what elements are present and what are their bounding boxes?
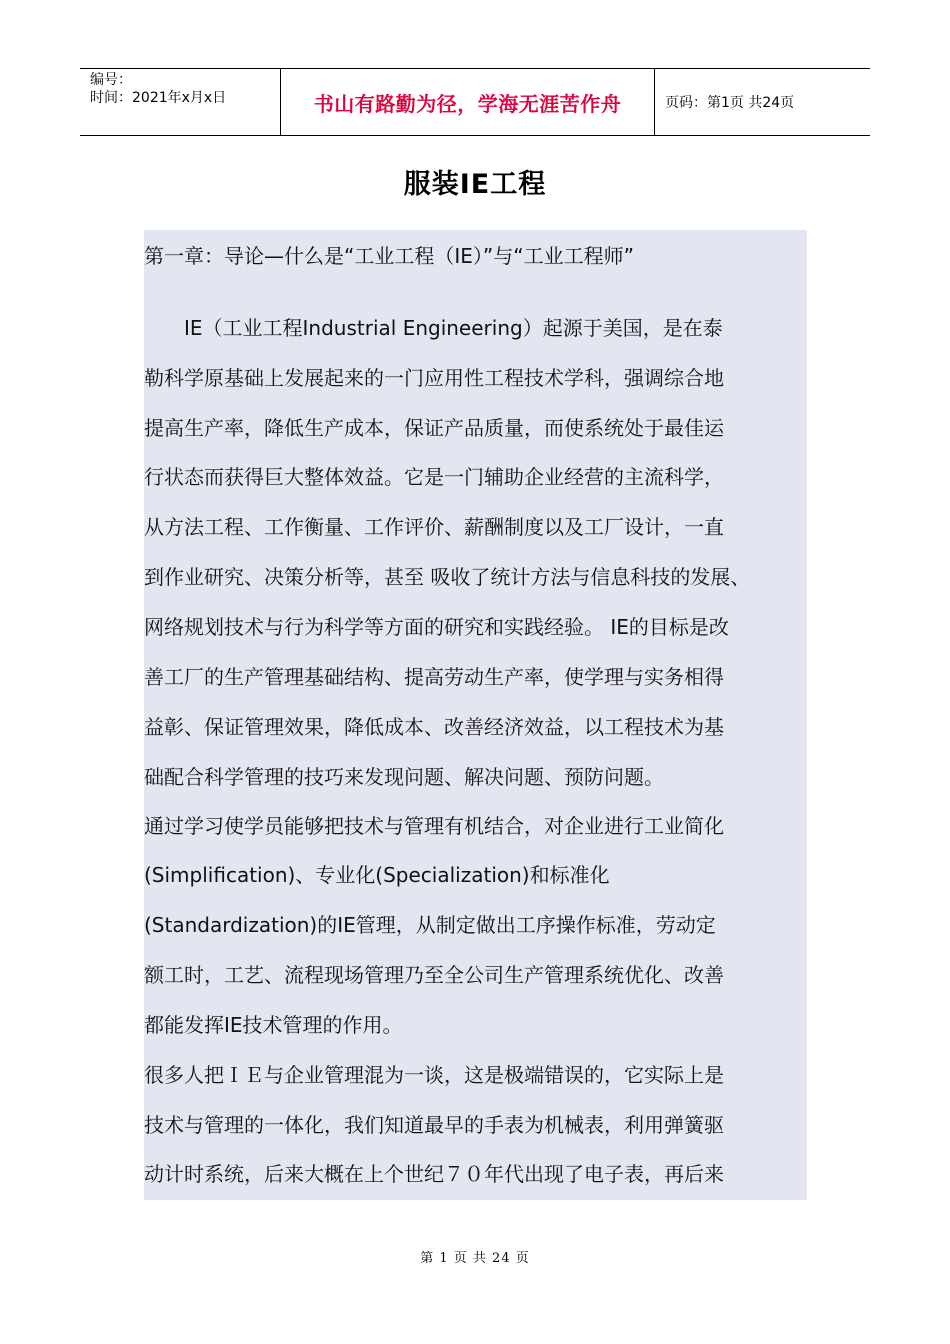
body-line: 通过学习使学员能够把技术与管理有机结合，对企业进行工业简化 bbox=[144, 814, 724, 838]
body-line: 提高生产率，降低生产成本，保证产品质量，而使系统处于最佳运 bbox=[144, 416, 724, 440]
body-line: 网络规划技术与行为科学等方面的研究和实践经验。 IE的目标是改 bbox=[144, 615, 729, 639]
body-line: 善工厂的生产管理基础结构、提高劳动生产率，使学理与实务相得 bbox=[144, 665, 724, 689]
body-line: 础配合科学管理的技巧来发现问题、解决问题、预防问题。 bbox=[144, 765, 664, 789]
body-line: 技术与管理的一体化，我们知道最早的手表为机械表，利用弹簧驱 bbox=[144, 1113, 724, 1137]
body-line: IE（工业工程Industrial Engineering）起源于美国，是在泰 bbox=[144, 316, 723, 340]
serial-number-label: 编号： bbox=[90, 72, 132, 88]
body-line: 行状态而获得巨大整体效益。它是一门辅助企业经营的主流科学， bbox=[144, 465, 724, 489]
body-line: (Standardization)的IE管理，从制定做出工序操作标准，劳动定 bbox=[144, 913, 716, 937]
body-line: (Simplification)、专业化(Specialization)和标准化 bbox=[144, 863, 610, 887]
chapter-heading: 第一章：导论—什么是“工业工程（IE）”与“工业工程师” bbox=[144, 244, 634, 268]
header-page-number: 页码：第1页 共24页 bbox=[665, 95, 795, 111]
document-title: 服装IE工程 bbox=[403, 169, 547, 200]
body-line: 很多人把ＩＥ与企业管理混为一谈，这是极端错误的，它实际上是 bbox=[144, 1063, 724, 1087]
body-line: 动计时系统，后来大概在上个世纪７０年代出现了电子表，再后来 bbox=[144, 1162, 724, 1186]
page-footer: 第 1 页 共 24 页 bbox=[420, 1251, 530, 1266]
body-line: 益彰、保证管理效果，降低成本、改善经济效益，以工程技术为基 bbox=[144, 715, 724, 739]
document-body bbox=[144, 230, 807, 1200]
date-label: 时间：2021年x月x日 bbox=[90, 90, 227, 106]
body-line: 额工时，工艺、流程现场管理乃至全公司生产管理系统优化、改善 bbox=[144, 963, 724, 987]
header-motto: 书山有路勤为径，学海无涯苦作舟 bbox=[281, 69, 655, 135]
document-header bbox=[80, 68, 870, 136]
body-line: 从方法工程、工作衡量、工作评价、薪酬制度以及工厂设计，一直 bbox=[144, 515, 724, 539]
body-line: 到作业研究、决策分析等，甚至 吸收了统计方法与信息科技的发展、 bbox=[144, 565, 751, 589]
body-line: 勒科学原基础上发展起来的一门应用性工程技术学科，强调综合地 bbox=[144, 366, 724, 390]
body-line: 都能发挥IE技术管理的作用。 bbox=[144, 1013, 403, 1037]
header-meta-cell bbox=[80, 69, 281, 135]
